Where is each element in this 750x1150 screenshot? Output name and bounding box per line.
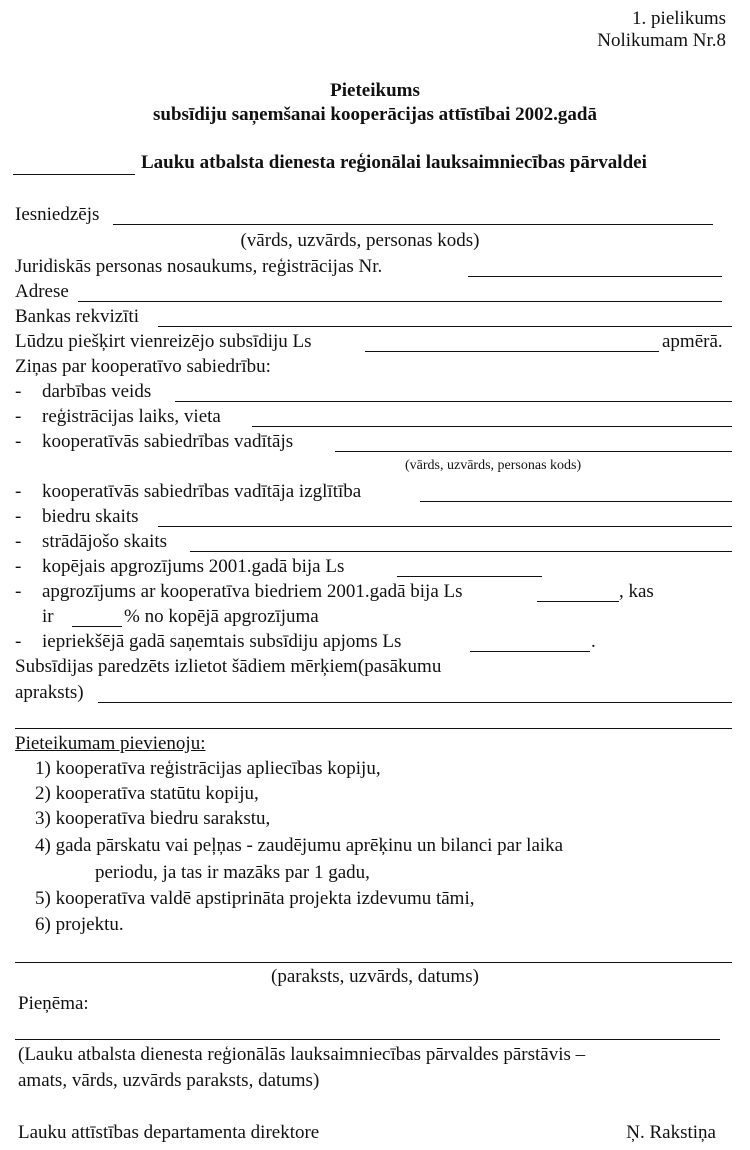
share-pre-label: ir <box>42 606 54 627</box>
coop-info-heading: Ziņas par kooperatīvo sabiedrību: <box>15 356 271 377</box>
employees-field[interactable] <box>190 551 732 552</box>
purpose-label-2: apraksts) <box>15 682 84 703</box>
manager-hint: (vārds, uzvārds, personas kods) <box>405 458 582 473</box>
dash-bullet: - <box>15 531 22 552</box>
attachment-item: 1) kooperatīva reģistrācijas apliecības kopiju, <box>35 758 381 779</box>
document-subtitle: subsīdiju saņemšanai kooperācijas attīstībai 2002.gadā <box>153 104 597 125</box>
legal-name-field[interactable] <box>468 276 722 277</box>
activity-label: darbības veids <box>42 381 152 402</box>
subsidy-amount-field[interactable] <box>365 351 659 352</box>
attachment-item: 4) gada pārskatu vai peļņas - zaudējumu aprēķinu un bilanci par laika <box>35 835 564 856</box>
dash-bullet: - <box>15 431 22 452</box>
region-blank-line[interactable] <box>13 174 135 175</box>
member-turnover-field[interactable] <box>537 601 619 602</box>
regulation-label: Nolikumam Nr.8 <box>597 30 726 51</box>
dash-bullet: - <box>15 581 22 602</box>
registration-label: reģistrācijas laiks, vieta <box>42 406 221 427</box>
dash-bullet: - <box>15 631 22 652</box>
members-field[interactable] <box>158 526 732 527</box>
purpose-field[interactable] <box>98 702 732 703</box>
request-end: apmērā. <box>662 331 723 352</box>
attachment-item: 5) kooperatīva valdē apstiprināta projekta izdevumu tāmi, <box>35 888 475 909</box>
registration-field[interactable] <box>252 426 732 427</box>
request-label: Lūdzu piešķirt vienreizējo subsīdiju Ls <box>15 331 312 352</box>
member-turnover-end: , kas <box>619 581 654 602</box>
prev-subsidy-end: . <box>591 631 596 652</box>
turnover-label: kopējais apgrozījums 2001.gadā bija Ls <box>42 556 345 577</box>
dash-bullet: - <box>15 381 22 402</box>
attachment-item: 6) projektu. <box>35 914 124 935</box>
bank-field[interactable] <box>158 326 732 327</box>
dash-bullet: - <box>15 481 22 502</box>
signature-field[interactable] <box>15 962 732 963</box>
bank-label: Bankas rekvizīti <box>15 306 139 327</box>
activity-field[interactable] <box>175 401 732 402</box>
address-label: Adrese <box>15 281 69 302</box>
members-label: biedru skaits <box>42 506 139 527</box>
attachment-item: 2) kooperatīva statūtu kopiju, <box>35 783 259 804</box>
dash-bullet: - <box>15 406 22 427</box>
manager-field[interactable] <box>335 451 732 452</box>
dash-bullet: - <box>15 506 22 527</box>
addressee-text: Lauku atbalsta dienesta reģionālai lauksaimniecības pārvaldei <box>141 152 647 173</box>
attachments-heading: Pieteikumam pievienoju: <box>15 733 206 754</box>
purpose-label: Subsīdijas paredzēts izlietot šādiem mērķiem(pasākumu <box>15 656 442 677</box>
prev-subsidy-field[interactable] <box>470 651 590 652</box>
dash-bullet: - <box>15 556 22 577</box>
attachment-item-continued: periodu, ja tas ir mazāks par 1 gadu, <box>95 862 370 883</box>
education-field[interactable] <box>420 501 732 502</box>
applicant-label: Iesniedzējs <box>15 204 100 225</box>
purpose-field-2[interactable] <box>15 728 732 729</box>
employees-label: strādājošo skaits <box>42 531 168 552</box>
prev-subsidy-label: iepriekšējā gadā saņemtais subsīdiju apjoms Ls <box>42 631 402 652</box>
share-post-label: % no kopējā apgrozījuma <box>124 606 319 627</box>
attachment-item: 3) kooperatīva biedru sarakstu, <box>35 808 271 829</box>
signature-hint: (paraksts, uzvārds, datums) <box>271 966 479 987</box>
director-name: Ņ. Rakstiņa <box>626 1122 716 1143</box>
representative-hint: (Lauku atbalsta dienesta reģionālās lauksaimniecības pārvaldes pārstāvis – <box>18 1044 586 1065</box>
share-percent-field[interactable] <box>72 626 122 627</box>
member-turnover-label: apgrozījums ar kooperatīva biedriem 2001.gadā bija Ls <box>42 581 463 602</box>
document-title: Pieteikums <box>330 80 420 101</box>
manager-label: kooperatīvās sabiedrības vadītājs <box>42 431 294 452</box>
education-label: kooperatīvās sabiedrības vadītāja izglītība <box>42 481 362 502</box>
applicant-hint: (vārds, uzvārds, personas kods) <box>240 230 480 251</box>
appendix-label: 1. pielikums <box>632 8 726 29</box>
applicant-field[interactable] <box>113 224 713 225</box>
director-position: Lauku attīstības departamenta direktore <box>18 1122 320 1143</box>
representative-field[interactable] <box>15 1039 720 1040</box>
address-field[interactable] <box>78 301 722 302</box>
accepted-label: Pieņēma: <box>18 993 89 1014</box>
representative-hint-2: amats, vārds, uzvārds paraksts, datums) <box>18 1070 320 1091</box>
legal-name-label: Juridiskās personas nosaukums, reģistrācijas Nr. <box>15 256 383 277</box>
turnover-field[interactable] <box>397 576 542 577</box>
